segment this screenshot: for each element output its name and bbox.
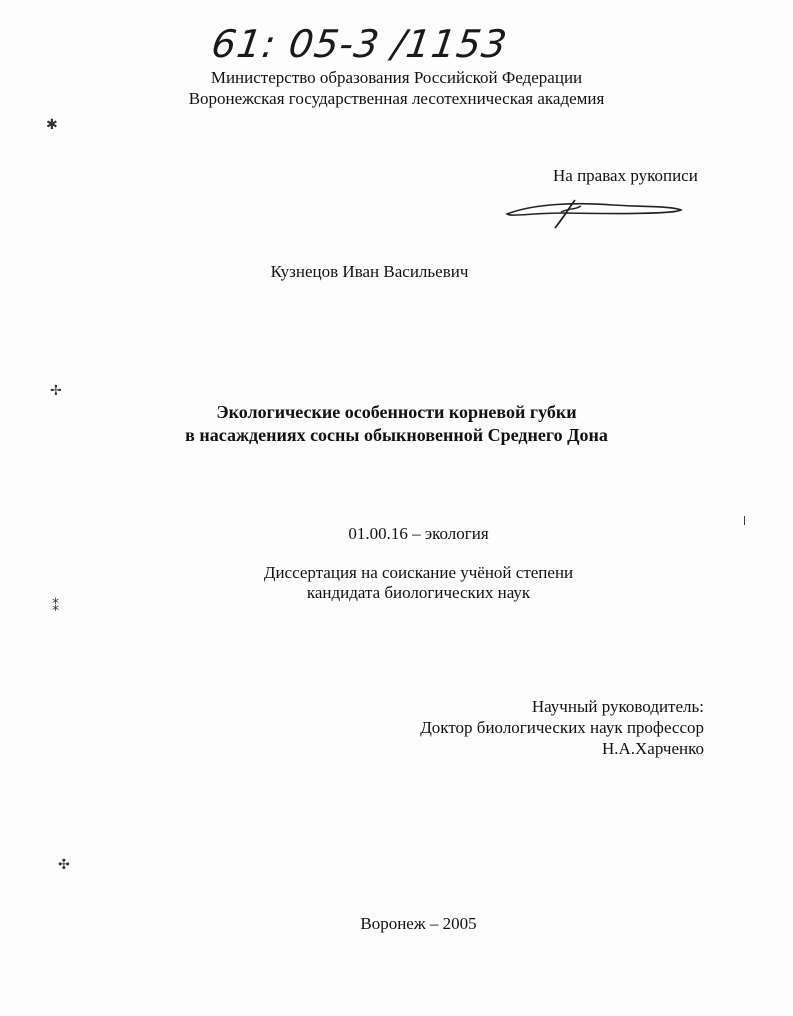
- scan-speck-1: ✱: [46, 117, 58, 133]
- scan-speck-4: ✣: [58, 857, 70, 873]
- scan-speck-5: ǀ: [743, 515, 746, 526]
- signature-mark: [503, 196, 685, 230]
- scan-speck-2: ✢: [50, 383, 62, 399]
- dissertation-title-line1: Экологические особенности корневой губки: [216, 402, 577, 422]
- city-year: Воронеж – 2005: [360, 914, 477, 933]
- supervisor-label: Научный руководитель:: [531, 697, 704, 716]
- supervisor-name: Н.А.Харченко: [601, 739, 704, 758]
- author-name: Кузнецов Иван Васильевич: [270, 262, 469, 281]
- degree-line2: кандидата биологических наук: [306, 583, 531, 602]
- manuscript-note: На правах рукописи: [553, 166, 698, 185]
- archive-code-handwritten: 61: 05-3 /1153: [208, 22, 511, 66]
- dissertation-title-line2: в насаждениях сосны обыкновенной Среднего Дона: [185, 425, 608, 445]
- specialty-code: 01.00.16 – экология: [348, 524, 489, 543]
- scan-speck-3: ⁑: [52, 599, 59, 615]
- academy-name: Воронежская государственная лесотехническая академия: [188, 89, 605, 108]
- degree-line1: Диссертация на соискание учёной степени: [263, 563, 574, 582]
- supervisor-rank: Доктор биологических наук профессор: [420, 718, 704, 737]
- ministry-name: Министерство образования Российской Федерации: [210, 68, 583, 87]
